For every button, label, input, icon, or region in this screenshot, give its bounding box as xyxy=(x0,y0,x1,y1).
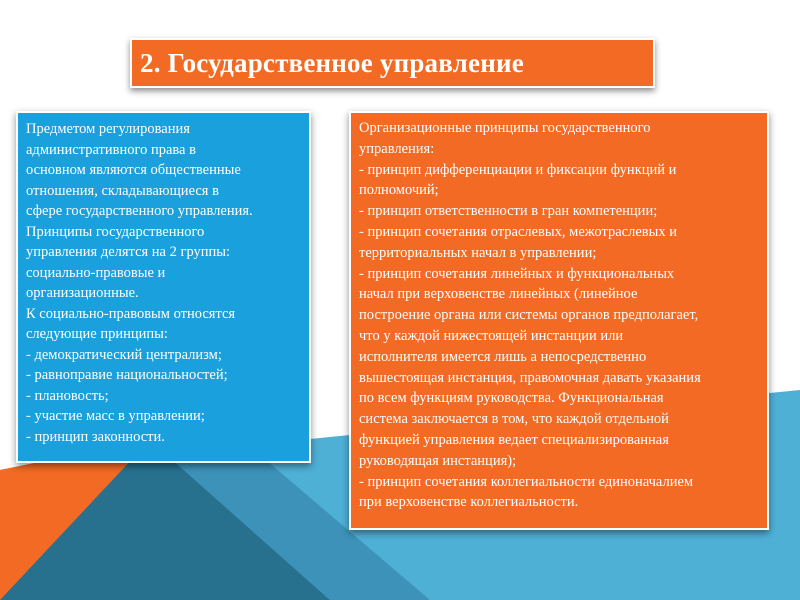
text-line: следующие принципы: xyxy=(26,326,168,342)
text-line: - равноправие национальностей; xyxy=(26,367,228,383)
text-line: функцией управления ведает специализированная xyxy=(359,431,669,448)
text-line: вышестоящая инстанция, правомочная давать указания xyxy=(359,369,701,386)
text-line: - принцип сочетания линейных и функциональных xyxy=(359,265,675,282)
text-line: - принцип ответственности в гран компетенции; xyxy=(359,203,658,220)
text-line: исполнителя имеется лишь а непосредственно xyxy=(359,348,647,365)
text-line: территориальных начал в управлении; xyxy=(359,244,597,261)
text-line: Принципы государственного xyxy=(26,223,205,240)
text-line: - принцип сочетания коллегиальности единоначалием xyxy=(359,473,694,490)
title-banner xyxy=(130,38,655,88)
text-line: - принцип законности. xyxy=(26,428,165,445)
text-line: по всем функциям руководства. Функциональная xyxy=(359,390,664,407)
text-line: отношения, складывающиеся в xyxy=(26,182,219,199)
text-line: - принцип дифференциации и фиксации функций и xyxy=(359,161,677,178)
text-line: руководящая инстанция); xyxy=(359,452,517,469)
left-panel-social-legal-principles xyxy=(16,111,311,463)
text-line: административного права в xyxy=(26,141,196,158)
text-line: - участие масс в управлении; xyxy=(26,408,205,424)
text-line: полномочий; xyxy=(359,182,439,199)
text-line: - принцип сочетания отраслевых, межотраслевых и xyxy=(359,223,678,240)
text-line: построение органа или системы органов предполагает, xyxy=(359,307,699,324)
text-line: основном являются общественные xyxy=(26,162,241,178)
text-line: начал при верховенстве линейных (линейное xyxy=(359,286,638,303)
text-line: социально-правовые и xyxy=(26,264,166,281)
text-line: система заключается в том, что каждой отдельной xyxy=(359,411,669,428)
text-line: сфере государственного управления. xyxy=(26,203,253,219)
text-line: управления делятся на 2 группы: xyxy=(26,244,231,260)
text-line: Предметом регулирования xyxy=(26,121,190,137)
text-line: организационные. xyxy=(26,285,139,301)
text-line: при верховенстве коллегиальности. xyxy=(359,494,579,511)
text-line: - плановость; xyxy=(26,387,109,404)
text-line: К социально-правовым относятся xyxy=(26,305,236,322)
text-line: управления: xyxy=(359,140,435,157)
right-panel-organizational-principles xyxy=(349,111,769,530)
text-line: что у каждой нижестоящей инстанции или xyxy=(359,327,624,344)
slide-title: 2. Государственное управление xyxy=(140,47,524,78)
text-line: - демократический централизм; xyxy=(26,346,222,363)
text-line: Организационные принципы государственного xyxy=(359,120,651,136)
